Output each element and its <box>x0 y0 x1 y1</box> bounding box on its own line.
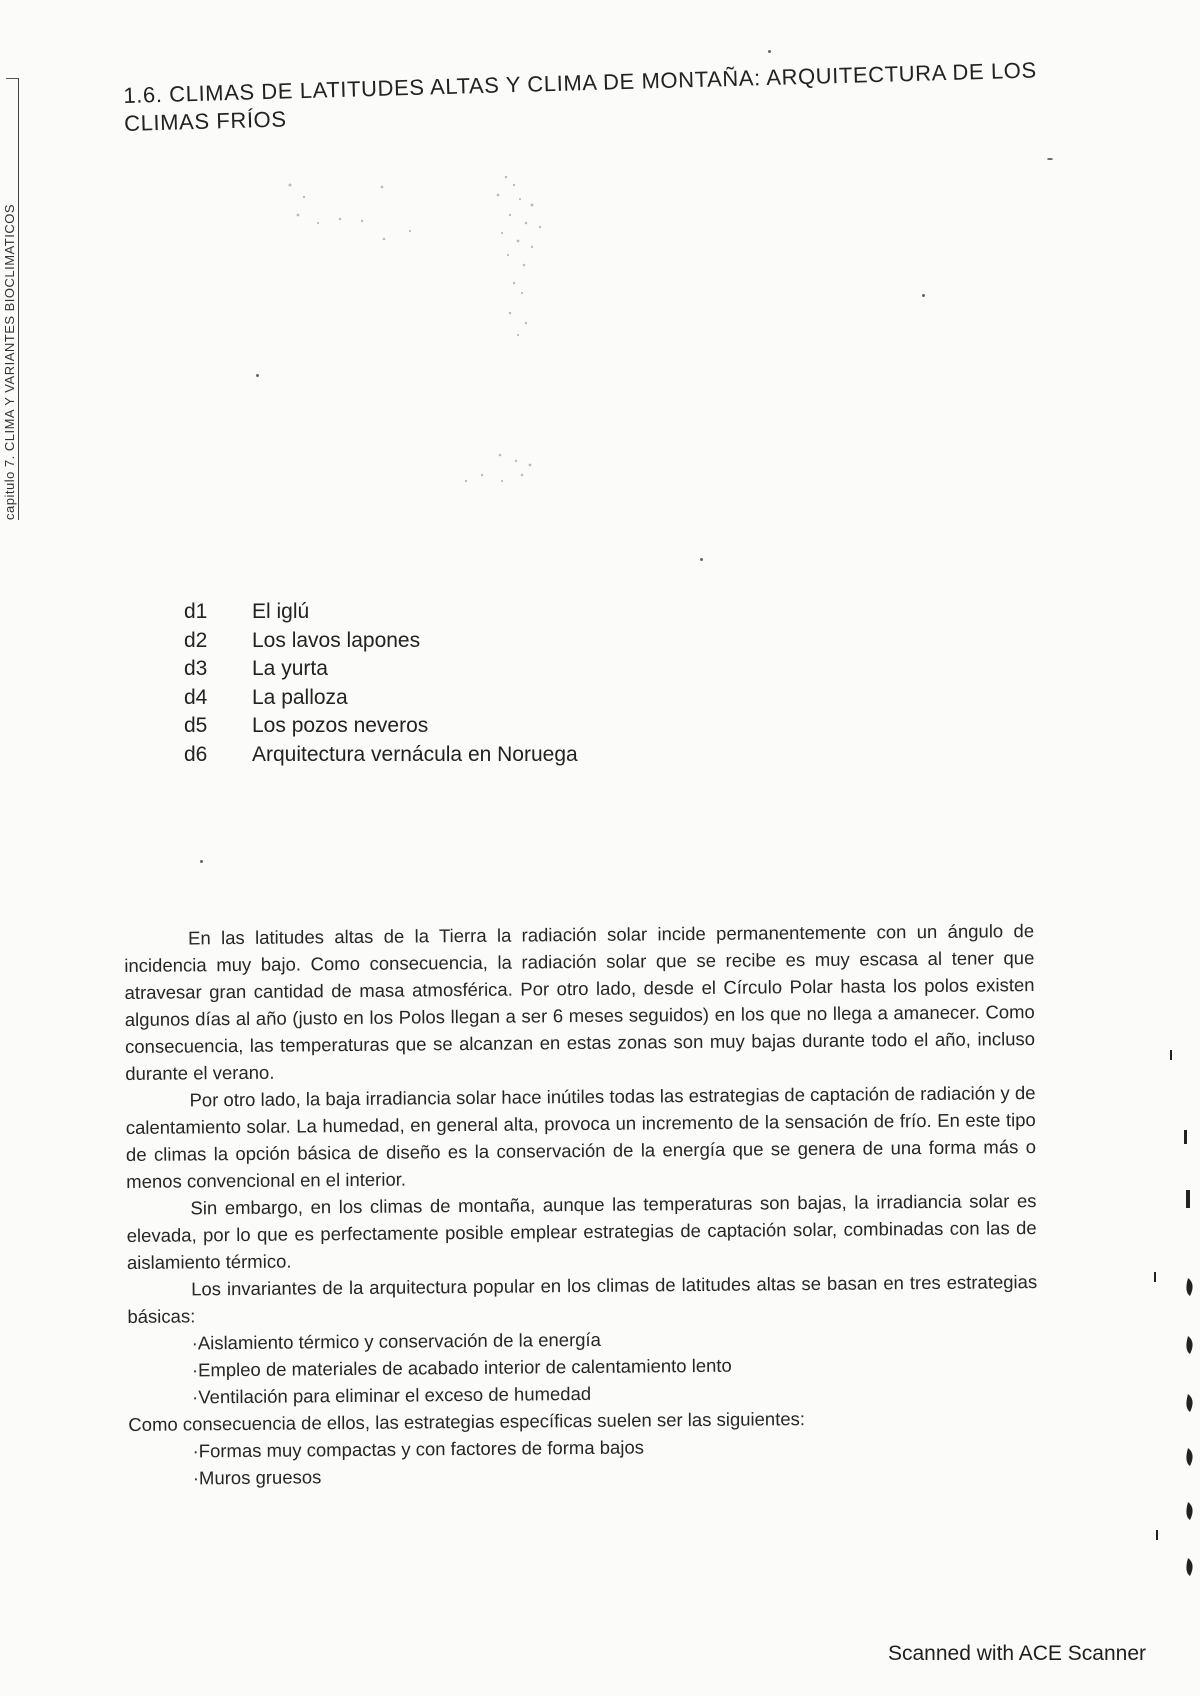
bullet-item: ·Aislamiento térmico y conservación de la energía <box>191 1328 601 1354</box>
speck <box>768 50 771 53</box>
list-item <box>184 684 578 713</box>
item-code: d5 <box>184 714 208 737</box>
item-label: La yurta <box>252 657 328 680</box>
list-item <box>184 712 578 741</box>
item-code: d6 <box>184 742 208 766</box>
paragraph-5: Como consecuencia de ellos, las estrategias específicas suelen ser las siguientes: <box>128 1408 806 1435</box>
bullet-item: ·Ventilación para eliminar el exceso de humedad <box>192 1382 592 1408</box>
paragraph-2: Por otro lado, la baja irradiancia solar hace inútiles todas las estrategias de captación de radiación y de calentamiento solar. La humedad, en general alta, provoca un incremento de la sensación de frío. En este tipo de climas la opción básica de diseño es la conservación de la energía que se genera de una forma más o menos convencional en el interior. <box>125 1082 1037 1192</box>
item-label: Los pozos neveros <box>252 714 429 737</box>
paragraph-1: En las latitudes altas de la Tierra la radiación solar incide permanentemente con un ángulo de incidencia muy bajo. Como consecuencia, la radiación solar que se recibe es muy escasa al tener que atravesar gran cantidad de masa atmosférica. Por otro lado, desde el Círculo Polar hasta los polos existen algunos días al año (justo en los Polos llegan a ser 6 meses seguidos) en los que no llega a amanecer. Como consecuencia, las temperaturas que se alcanzan en estas zonas son muy bajas durante todo el año, incluso durante el verano. <box>124 920 1036 1084</box>
list-item <box>184 741 578 770</box>
spine-text: capitulo 7. CLIMA Y VARIANTES BIOCLIMATICOS <box>2 203 17 520</box>
paragraph-4: Los invariantes de la arquitectura popular en los climas de latitudes altas se basan en tres estrategias básicas: <box>127 1271 1038 1327</box>
speck <box>256 374 259 377</box>
item-code: d2 <box>184 628 208 652</box>
item-code: d3 <box>184 657 208 680</box>
binding-hole-marks <box>1150 1010 1200 1610</box>
item-code: d4 <box>184 685 208 709</box>
item-label: Arquitectura vernácula en Noruega <box>252 742 578 766</box>
bullet-item: ·Empleo de materiales de acabado interior de calentamiento lento <box>191 1354 732 1381</box>
item-label: La palloza <box>252 685 348 709</box>
bullet-item: ·Muros gruesos <box>192 1466 322 1489</box>
item-label: El iglú <box>252 600 310 623</box>
speck <box>922 294 925 297</box>
faded-illustration <box>270 175 750 505</box>
bullet-item: ·Formas muy compactas y con factores de forma bajos <box>192 1436 645 1462</box>
margin-rule <box>18 78 19 520</box>
item-label: Los lavos lapones <box>252 628 421 652</box>
scanner-footer: Scanned with ACE Scanner <box>888 1642 1146 1665</box>
speck <box>1047 158 1053 160</box>
paragraph-3: Sin embargo, en los climas de montaña, aunque las temperaturas son bajas, la irradiancia solar es elevada, por lo que es perfectamente posible emplear estrategias de captación solar, combinadas con las de aislamiento térmico. <box>126 1190 1037 1273</box>
body-text <box>124 917 1039 1492</box>
speck <box>700 558 703 561</box>
speck <box>200 860 203 863</box>
heading-line-1: 1.6. CLIMAS DE LATITUDES ALTAS Y CLIMA DE MONTAÑA: ARQUITECTURA DE LOS <box>123 57 1038 108</box>
section-heading <box>123 55 1104 138</box>
list-item <box>184 627 578 656</box>
list-item <box>184 598 578 627</box>
margin-tick <box>6 78 18 79</box>
image-list <box>184 598 578 769</box>
heading-line-2: CLIMAS FRÍOS <box>123 106 287 136</box>
list-item <box>184 655 578 684</box>
item-code: d1 <box>184 600 208 623</box>
